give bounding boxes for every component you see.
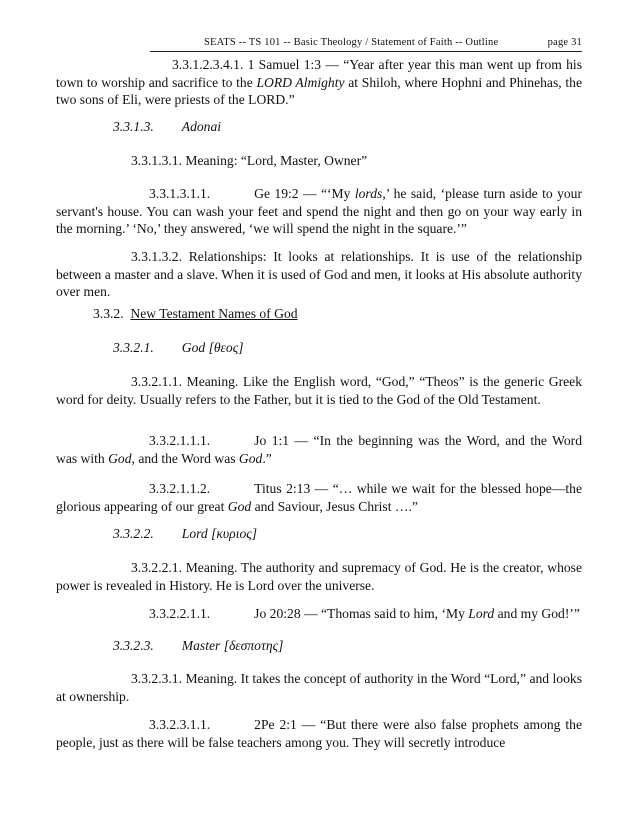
quote-text: and Saviour, Jesus Christ ….”	[251, 498, 418, 514]
paragraph-john-20-28	[149, 606, 580, 622]
quote-text: and my God!’”	[494, 606, 580, 621]
heading-title: New Testament Names of God	[130, 306, 298, 321]
header-rule	[150, 51, 582, 52]
header-title: SEATS -- TS 101 -- Basic Theology / Statement of Faith -- Outline	[204, 37, 499, 48]
heading-number: 3.3.2.2.	[113, 526, 154, 541]
quote-text: at Shiloh, where Hophni and Phinehas, the two sons of Eli, were priests of the LORD.”	[56, 74, 582, 108]
section-heading-master	[113, 638, 283, 654]
outline-number: 3.3.2.1.1.2.	[149, 481, 211, 496]
quote-text: Ge 19:2 — “‘My	[254, 186, 355, 201]
emphasis: God	[238, 450, 263, 466]
quote-text: Jo 1:1 — “In the beginning was the Word, and the Word was with	[56, 433, 582, 466]
heading-number: 3.3.2.1.	[113, 340, 154, 355]
heading-title: God [θεος]	[181, 340, 244, 355]
outline-number: 3.3.1.2.3.4.1. 1 Samuel 1:3	[172, 57, 322, 72]
emphasis: God	[108, 450, 132, 466]
emphasis: LORD Almighty	[256, 74, 345, 90]
emphasis: God	[227, 498, 252, 514]
section-heading-lord	[113, 526, 257, 542]
heading-number: 3.3.2.	[93, 306, 124, 321]
emphasis: Lord	[468, 606, 495, 621]
page-number: page 31	[547, 37, 582, 48]
heading-number: 3.3.1.3.	[113, 119, 154, 134]
quote-text: , and the Word was	[131, 450, 239, 466]
paragraph-relationships: 3.3.1.3.2. Relationships: It looks at relationships. It is use of the relationship between a master and a slave. When it is used of God and men, it looks at His absolute authority over men.	[56, 249, 582, 300]
section-heading-god	[113, 340, 244, 356]
page-header	[150, 37, 582, 55]
section-heading-adonai	[113, 119, 221, 135]
outline-number: 3.3.2.1.1.1.	[149, 433, 211, 448]
outline-number: 3.3.2.3.1.1.	[149, 717, 211, 732]
paragraph-genesis	[56, 185, 582, 238]
section-heading-nt-names	[93, 306, 298, 322]
quote-text: Jo 20:28 — “Thomas said to him, ‘My	[254, 606, 469, 621]
paragraph-1-samuel	[56, 56, 582, 109]
paragraph-2-peter	[56, 716, 582, 751]
quote-text: ,’ he said, ‘please turn aside to your servant's house. You can wash your feet and spend the night and then go on your way early in the morning.’ ‘No,’ they answered, ‘we will spend the night in the square.’”	[56, 186, 582, 237]
adonai-meaning: 3.3.1.3.1. Meaning: “Lord, Master, Owner”	[131, 153, 368, 168]
quote-text: Titus 2:13 — “… while we wait for the blessed hope—the glorious appearing of our great	[56, 481, 582, 514]
paragraph-lord-meaning: 3.3.2.2.1. Meaning. The authority and supremacy of God. He is the creator, whose power is revealed in History. He is Lord over the universe.	[56, 560, 582, 593]
outline-number: 3.3.2.2.1.1.	[149, 606, 211, 621]
paragraph-john-1-1	[56, 432, 582, 467]
quote-text: 2Pe 2:1 — “But there were also false prophets among the people, just as there will be false teachers among you. They will secretly introduce	[56, 717, 582, 750]
quote-text: .”	[262, 450, 272, 466]
heading-title: Lord [κυριος]	[181, 526, 258, 541]
emphasis: lords	[354, 186, 383, 201]
heading-title: Adonai	[181, 119, 222, 134]
heading-number: 3.3.2.3.	[113, 638, 154, 653]
quote-text: — “Year after year this man went up from his town to worship and sacrifice to the	[56, 57, 582, 90]
outline-number: 3.3.1.3.1.1.	[149, 186, 211, 201]
paragraph-god-meaning: 3.3.2.1.1. Meaning. Like the English word, “God,” “Theos” is the generic Greek word for deity. Usually refers to the Father, but it is tied to the God of the Old Testament.	[56, 374, 582, 407]
paragraph-master-meaning: 3.3.2.3.1. Meaning. It takes the concept of authority in the Word “Lord,” and looks at ownership.	[56, 671, 582, 704]
paragraph-titus	[56, 480, 582, 515]
heading-title: Master [δεσποτης]	[181, 638, 284, 653]
